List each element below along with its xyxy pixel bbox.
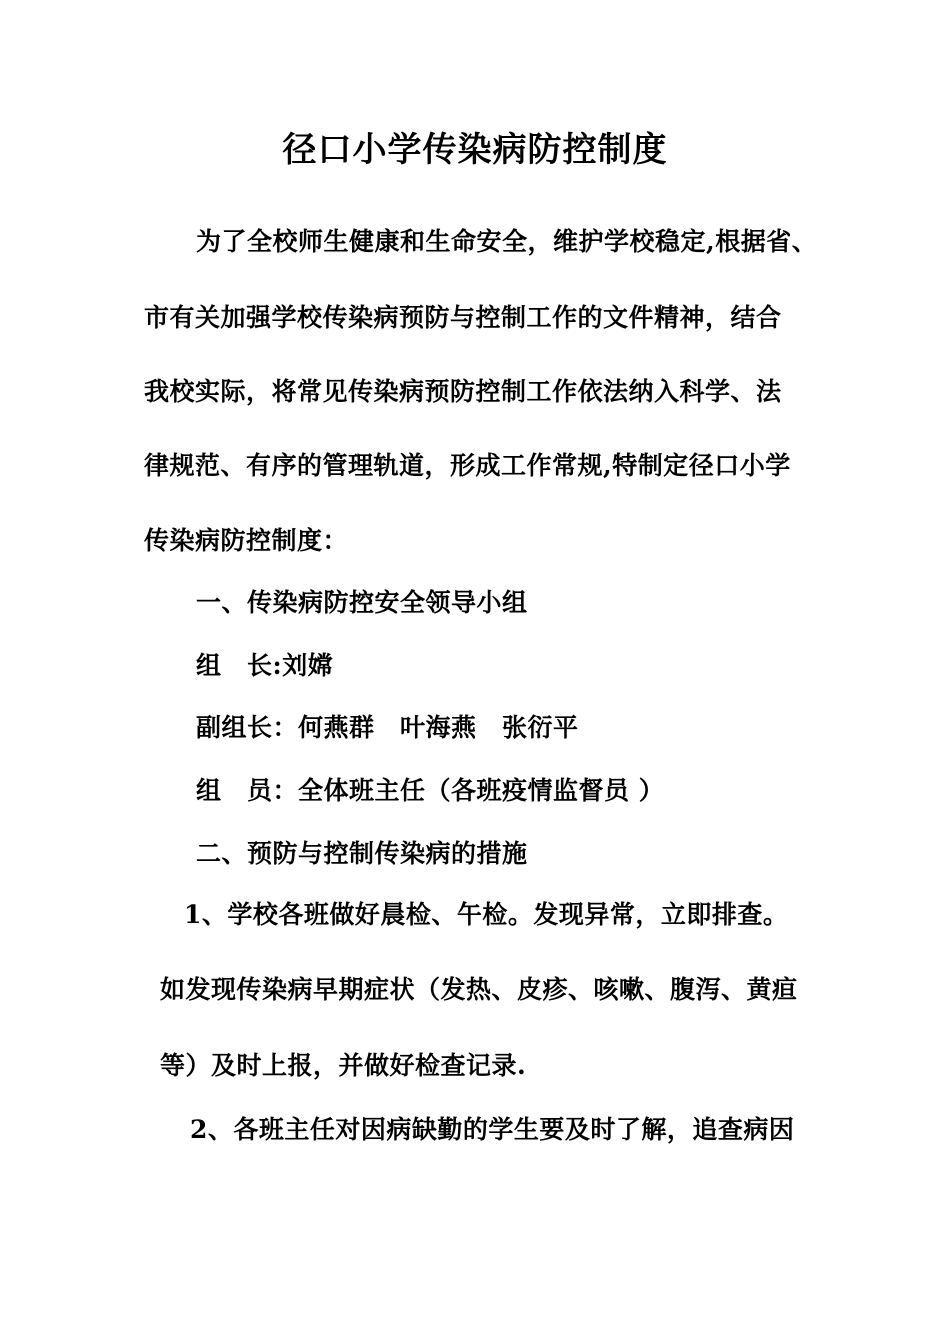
intro-line-5: 传染病防控制度：: [144, 526, 349, 555]
intro-line-4: 律规范、有序的管理轨道，形成工作常规,特制定径口小学: [144, 451, 791, 480]
item2-line-1: 2、各班主任对因病缺勤的学生要及时了解，追查病因: [190, 1115, 795, 1144]
group-members: 组 员：全体班主任（各班疫情监督员 ）: [196, 776, 665, 805]
section2-heading: 二、预防与控制传染病的措施: [196, 839, 528, 868]
section1-heading: 一、传染病防控安全领导小组: [196, 588, 528, 617]
item1-line-1: 1、学校各班做好晨检、午检。发现异常，立即排查。: [184, 900, 789, 929]
group-leader: 组 长:刘嫦: [196, 651, 334, 680]
item1-line-2: 如发现传染病早期症状（发热、皮疹、咳嗽、腹泻、黄疸: [160, 975, 798, 1004]
item1-line-3: 等）及时上报，并做好检查记录.: [160, 1051, 527, 1080]
intro-line-3: 我校实际，将常见传染病预防控制工作依法纳入科学、法: [144, 377, 782, 406]
intro-line-1: 为了全校师生健康和生命安全，维护学校稳定,根据省、: [196, 227, 818, 256]
document-title: 径口小学传染病防控制度: [282, 130, 668, 170]
intro-line-2: 市有关加强学校传染病预防与控制工作的文件精神，结合: [144, 303, 782, 332]
group-deputies: 副组长：何燕群 叶海燕 张衍平: [196, 713, 579, 742]
